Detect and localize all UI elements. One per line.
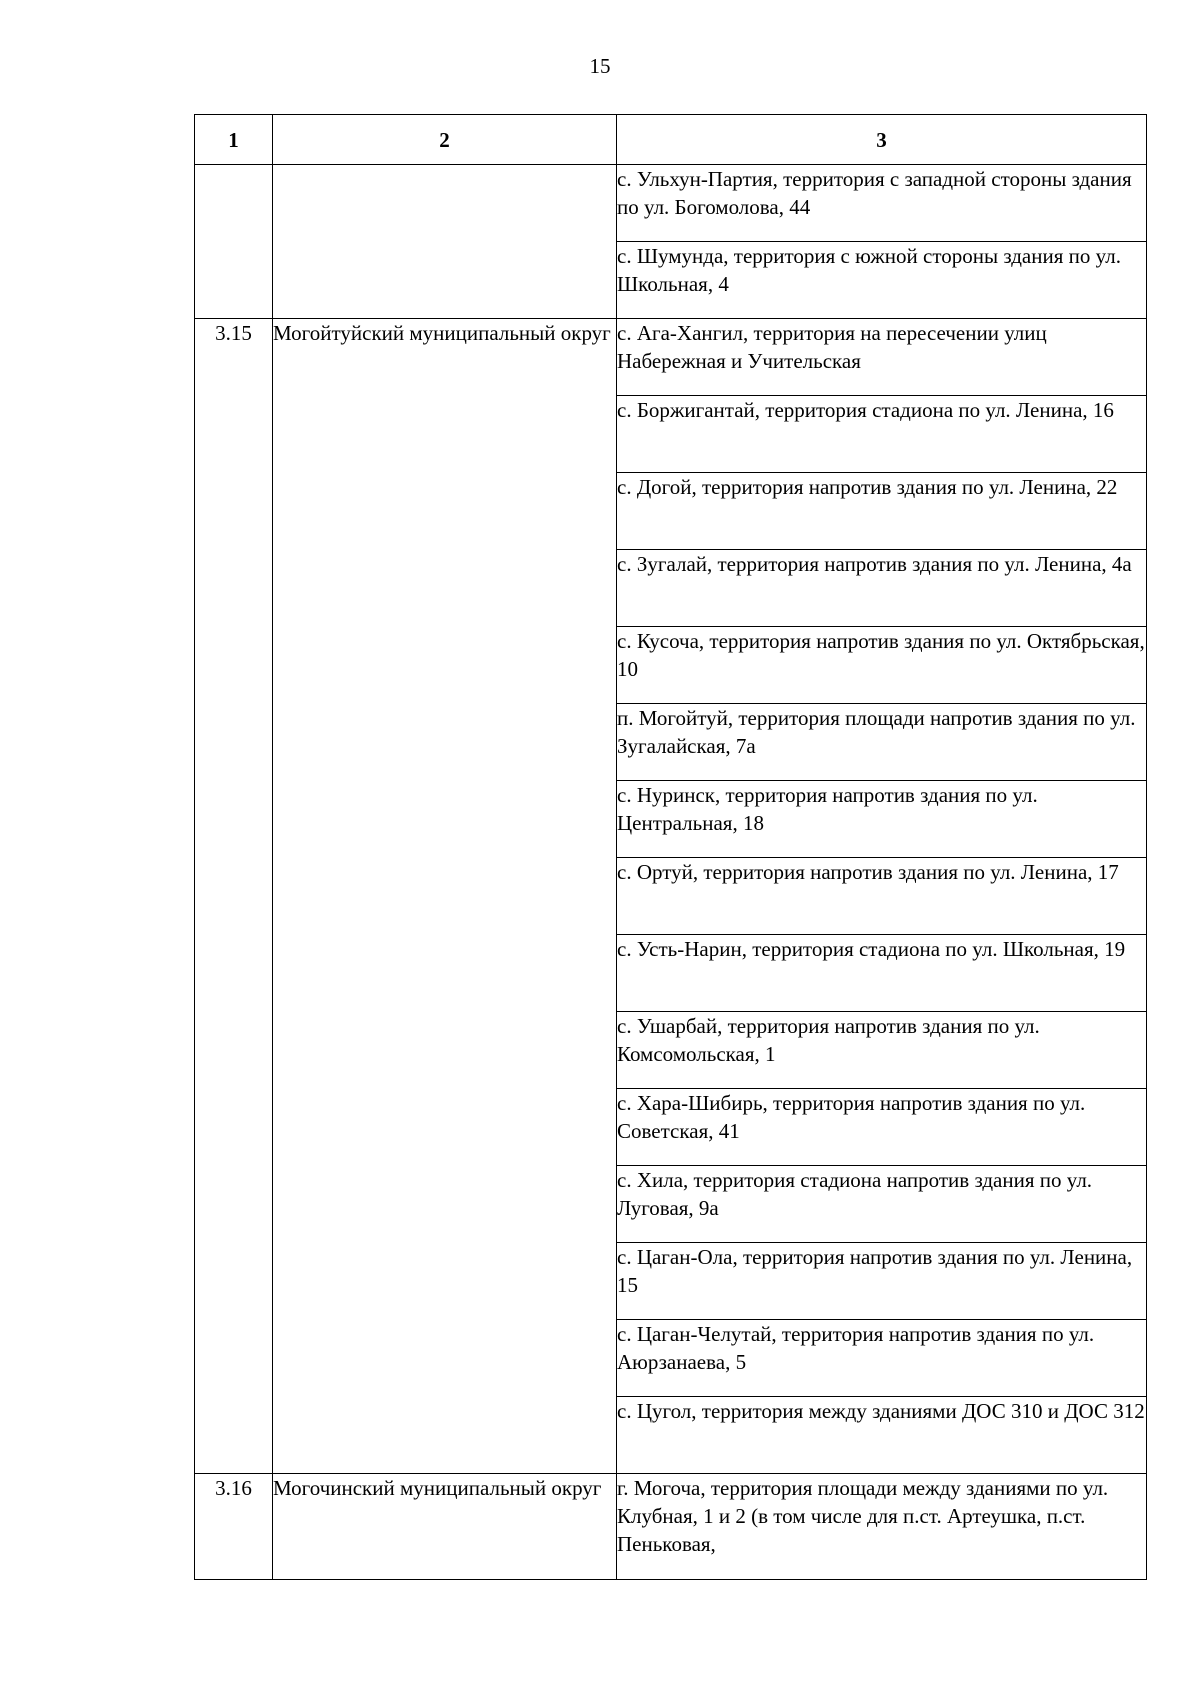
- address-cell: г. Могоча, территория площади между зданиями по ул. Клубная, 1 и 2 (в том числе для п.ст. Артеушка, п.ст. Пеньковая,: [617, 1474, 1147, 1580]
- address-cell: с. Ушарбай, территория напротив здания по ул. Комсомольская, 1: [617, 1012, 1147, 1089]
- header-row: [195, 115, 1147, 165]
- table-row: [195, 1474, 1147, 1580]
- address-cell: с. Догой, территория напротив здания по ул. Ленина, 22: [617, 473, 1147, 550]
- address-cell: с. Ульхун-Партия, территория с западной стороны здания по ул. Богомолова, 44: [617, 165, 1147, 242]
- address-cell: с. Цаган-Ола, территория напротив здания по ул. Ленина, 15: [617, 1243, 1147, 1320]
- header-col-2: 2: [273, 115, 617, 165]
- address-cell: с. Ортуй, территория напротив здания по ул. Ленина, 17: [617, 858, 1147, 935]
- address-cell: с. Ага-Хангил, территория на пересечении улиц Набережная и Учительская: [617, 319, 1147, 396]
- district-name: Могочинский муниципальный округ: [273, 1474, 617, 1580]
- locations-table: [194, 114, 1147, 1580]
- row-number: 3.15: [195, 319, 273, 1474]
- address-cell: с. Зугалай, территория напротив здания по ул. Ленина, 4а: [617, 550, 1147, 627]
- address-cell: с. Нуринск, территория напротив здания по ул. Центральная, 18: [617, 781, 1147, 858]
- page-number: 15: [589, 54, 611, 78]
- header-col-3: 3: [617, 115, 1147, 165]
- address-cell: с. Боржигантай, территория стадиона по ул. Ленина, 16: [617, 396, 1147, 473]
- district-name: [273, 165, 617, 319]
- address-cell: с. Цаган-Челутай, территория напротив здания по ул. Аюрзанаева, 5: [617, 1320, 1147, 1397]
- district-name: Могойтуйский муниципальный округ: [273, 319, 617, 1474]
- address-cell: с. Шумунда, территория с южной стороны здания по ул. Школьная, 4: [617, 242, 1147, 319]
- address-cell: п. Могойтуй, территория площади напротив здания по ул. Зугалайская, 7а: [617, 704, 1147, 781]
- row-number: [195, 165, 273, 319]
- address-cell: с. Цугол, территория между зданиями ДОС 310 и ДОС 312: [617, 1397, 1147, 1474]
- address-cell: с. Кусоча, территория напротив здания по ул. Октябрьская, 10: [617, 627, 1147, 704]
- table-row: [195, 165, 1147, 242]
- table-row: [195, 319, 1147, 396]
- row-number: 3.16: [195, 1474, 273, 1580]
- header-col-1: 1: [195, 115, 273, 165]
- address-cell: с. Усть-Нарин, территория стадиона по ул. Школьная, 19: [617, 935, 1147, 1012]
- address-cell: с. Хила, территория стадиона напротив здания по ул. Луговая, 9а: [617, 1166, 1147, 1243]
- address-cell: с. Хара-Шибирь, территория напротив здания по ул. Советская, 41: [617, 1089, 1147, 1166]
